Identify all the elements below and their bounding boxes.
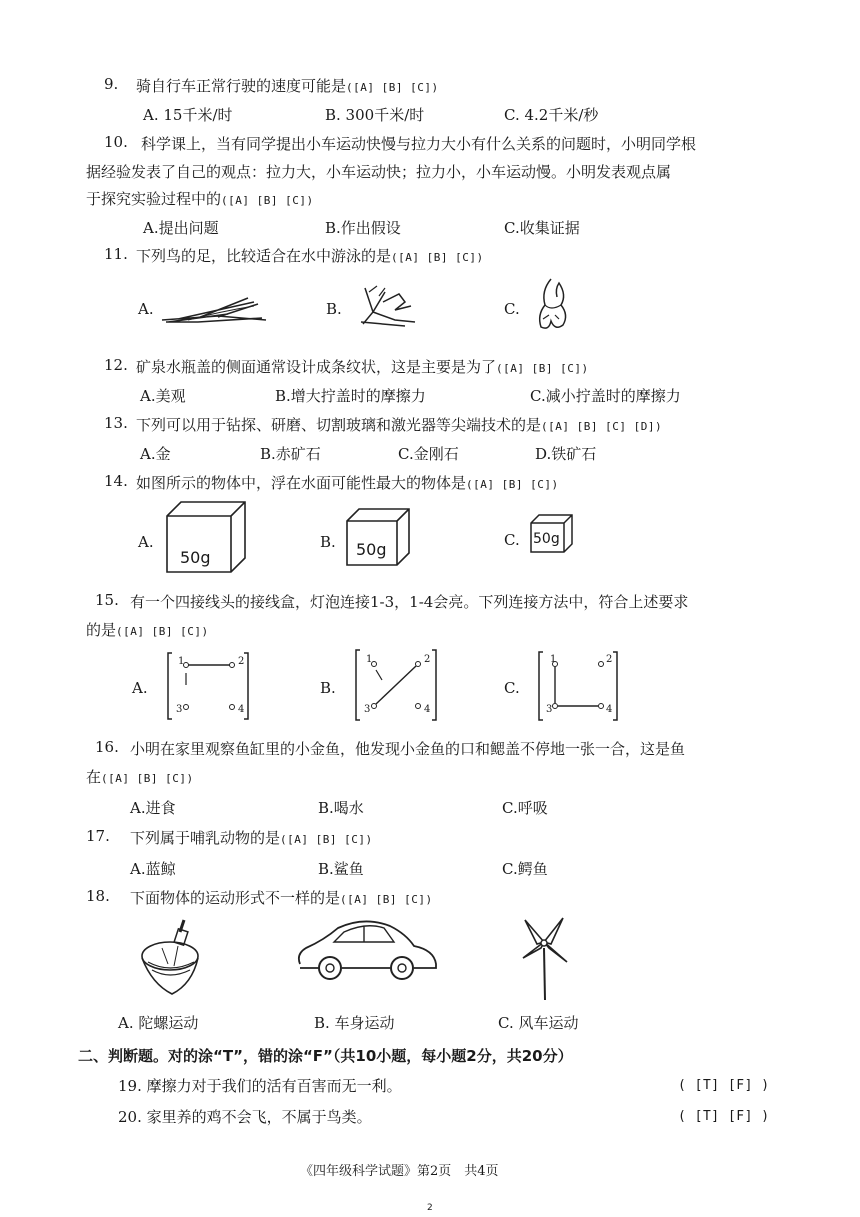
q17-option-c: C.鳄鱼	[502, 860, 548, 878]
q17-stem	[130, 827, 373, 848]
q9-option-c: C. 4.2千米/秒	[504, 106, 599, 124]
q15a-terminal-1: 1	[178, 656, 185, 667]
q9-stem	[136, 75, 439, 96]
page-footer: 《四年级科学试题》第2页 共4页	[300, 1164, 499, 1179]
q10-line3: 于探究实验过程中的	[86, 190, 222, 208]
q15-option-a: A.	[132, 679, 148, 697]
q20-text: 20. 家里养的鸡不会飞，不属于鸟类。	[118, 1108, 372, 1126]
q14-text: 如图所示的物体中，浮在水面可能性最大的物体是	[136, 474, 467, 492]
q15c-terminal-3: 3	[546, 704, 553, 715]
q14-label-a: 50g	[180, 548, 211, 567]
q15b-terminal-4: 4	[424, 704, 431, 715]
q17-option-a: A.蓝鲸	[130, 860, 176, 878]
q18-text: 下面物体的运动形式不一样的是	[130, 889, 341, 907]
q16-option-a: A.进食	[130, 799, 176, 817]
q13-stem	[136, 414, 662, 435]
q15a-terminal-2: 2	[238, 656, 245, 667]
q14-number: 14.	[104, 472, 128, 490]
webbed-foot-icon	[158, 292, 270, 328]
q13-answer-marks[interactable]: ([A] [B] [C] [D])	[541, 420, 663, 433]
q14-option-b: B.	[320, 533, 336, 551]
q17-text: 下列属于哺乳动物的是	[130, 829, 281, 847]
q15-option-c: C.	[504, 679, 520, 697]
q15-number: 15.	[95, 591, 119, 609]
q15-answer-marks[interactable]: ([A] [B] [C])	[116, 625, 209, 638]
q13-option-d: D.铁矿石	[535, 445, 597, 463]
q12-option-a: A.美观	[140, 387, 186, 405]
q12-text: 矿泉水瓶盖的侧面通常设计成条纹状，这是主要是为了	[136, 358, 497, 376]
q16-number: 16.	[95, 738, 119, 756]
q15-line2: 的是	[86, 621, 117, 639]
q10-line1: 科学课上，当有同学提出小车运动快慢与拉力大小有什么关系的问题时，小明同学根	[141, 135, 697, 153]
q18-answer-marks[interactable]: ([A] [B] [C])	[340, 893, 433, 906]
q12-option-b: B.增大拧盖时的摩擦力	[275, 387, 426, 405]
q14-option-a: A.	[138, 533, 154, 551]
q16-option-c: C.呼吸	[502, 799, 548, 817]
q18-stem	[130, 887, 433, 908]
q11-option-b: B.	[326, 300, 342, 318]
q9-option-b: B. 300千米/时	[325, 106, 425, 124]
q15b-terminal-3: 3	[364, 704, 371, 715]
q15a-terminal-4: 4	[238, 704, 245, 715]
q9-answer-marks[interactable]: ([A] [B] [C])	[346, 81, 439, 94]
q9-number: 9.	[104, 75, 119, 93]
q10-option-a: A.提出问题	[143, 219, 219, 237]
perching-foot-icon	[355, 282, 423, 328]
q17-answer-marks[interactable]: ([A] [B] [C])	[280, 833, 373, 846]
q15b-terminal-2: 2	[424, 654, 431, 665]
q12-answer-marks[interactable]: ([A] [B] [C])	[496, 362, 589, 375]
q15-line2-wrap	[86, 619, 209, 640]
q10-option-b: B.作出假设	[325, 219, 401, 237]
q13-option-a: A.金	[140, 445, 171, 463]
q15c-terminal-4: 4	[606, 704, 613, 715]
q15a-terminal-3: 3	[176, 704, 183, 715]
talon-foot-icon	[533, 275, 573, 333]
q9-option-a: A. 15千米/时	[143, 106, 233, 124]
q16-option-b: B.喝水	[318, 799, 364, 817]
q12-number: 12.	[104, 356, 128, 374]
q17-option-b: B.鲨鱼	[318, 860, 364, 878]
spinning-top-icon	[138, 918, 204, 996]
q14-option-c: C.	[504, 531, 520, 549]
q18-option-a: A. 陀螺运动	[118, 1014, 199, 1032]
q18-option-c: C. 风车运动	[498, 1014, 579, 1032]
q19-answer-marks[interactable]: ( [T] [F] )	[678, 1078, 770, 1093]
q12-option-c: C.减小拧盖时的摩擦力	[530, 387, 681, 405]
q14-label-c: 50g	[533, 531, 560, 547]
q17-number: 17.	[86, 827, 110, 845]
q13-text: 下列可以用于钻探、研磨、切割玻璃和激光器等尖端技术的是	[136, 416, 542, 434]
q19-text: 19. 摩擦力对于我们的活有百害而无一利。	[118, 1077, 402, 1095]
q18-option-b: B. 车身运动	[314, 1014, 395, 1032]
q13-option-b: B.赤矿石	[260, 445, 321, 463]
q14-label-b: 50g	[356, 540, 387, 559]
q16-line2: 在	[86, 768, 102, 786]
q14-stem	[136, 472, 559, 493]
q16-answer-marks[interactable]: ([A] [B] [C])	[101, 772, 194, 785]
q10-line3-wrap	[86, 188, 314, 209]
q10-line2: 据经验发表了自己的观点：拉力大，小车运动快；拉力小，小车运动慢。小明发表观点属	[86, 163, 672, 181]
q11-text: 下列鸟的足，比较适合在水中游泳的是	[136, 247, 392, 265]
q13-number: 13.	[104, 414, 128, 432]
q15-option-b: B.	[320, 679, 336, 697]
q10-number: 10.	[104, 133, 128, 151]
q20-answer-marks[interactable]: ( [T] [F] )	[678, 1109, 770, 1124]
q11-answer-marks[interactable]: ([A] [B] [C])	[391, 251, 484, 264]
q11-option-c: C.	[504, 300, 520, 318]
q16-line1: 小明在家里观察鱼缸里的小金鱼，他发现小金鱼的口和鳃盖不停地一张一合，这是鱼	[130, 740, 686, 758]
q18-number: 18.	[86, 887, 110, 905]
q14-answer-marks[interactable]: ([A] [B] [C])	[466, 478, 559, 491]
car-icon	[294, 918, 440, 984]
q11-number: 11.	[104, 245, 128, 263]
q12-stem	[136, 356, 589, 377]
q15c-terminal-1: 1	[550, 654, 557, 665]
q15c-terminal-2: 2	[606, 654, 613, 665]
q10-option-c: C.收集证据	[504, 219, 580, 237]
page-number: 2	[427, 1203, 433, 1213]
q9-text: 骑自行车正常行驶的速度可能是	[136, 77, 347, 95]
q11-stem	[136, 245, 484, 266]
q10-answer-marks[interactable]: ([A] [B] [C])	[221, 194, 314, 207]
pinwheel-icon	[517, 914, 571, 1002]
q16-line2-wrap	[86, 766, 194, 787]
q15-line1: 有一个四接线头的接线盒，灯泡连接1-3，1-4会亮。下列连接方法中，符合上述要求	[130, 593, 689, 611]
q15b-terminal-1: 1	[366, 654, 373, 665]
q13-option-c: C.金刚石	[398, 445, 459, 463]
section2-title: 二、判断题。对的涂“T”，错的涂“F”（共10小题，每小题2分，共20分）	[78, 1047, 573, 1065]
q11-option-a: A.	[138, 300, 154, 318]
